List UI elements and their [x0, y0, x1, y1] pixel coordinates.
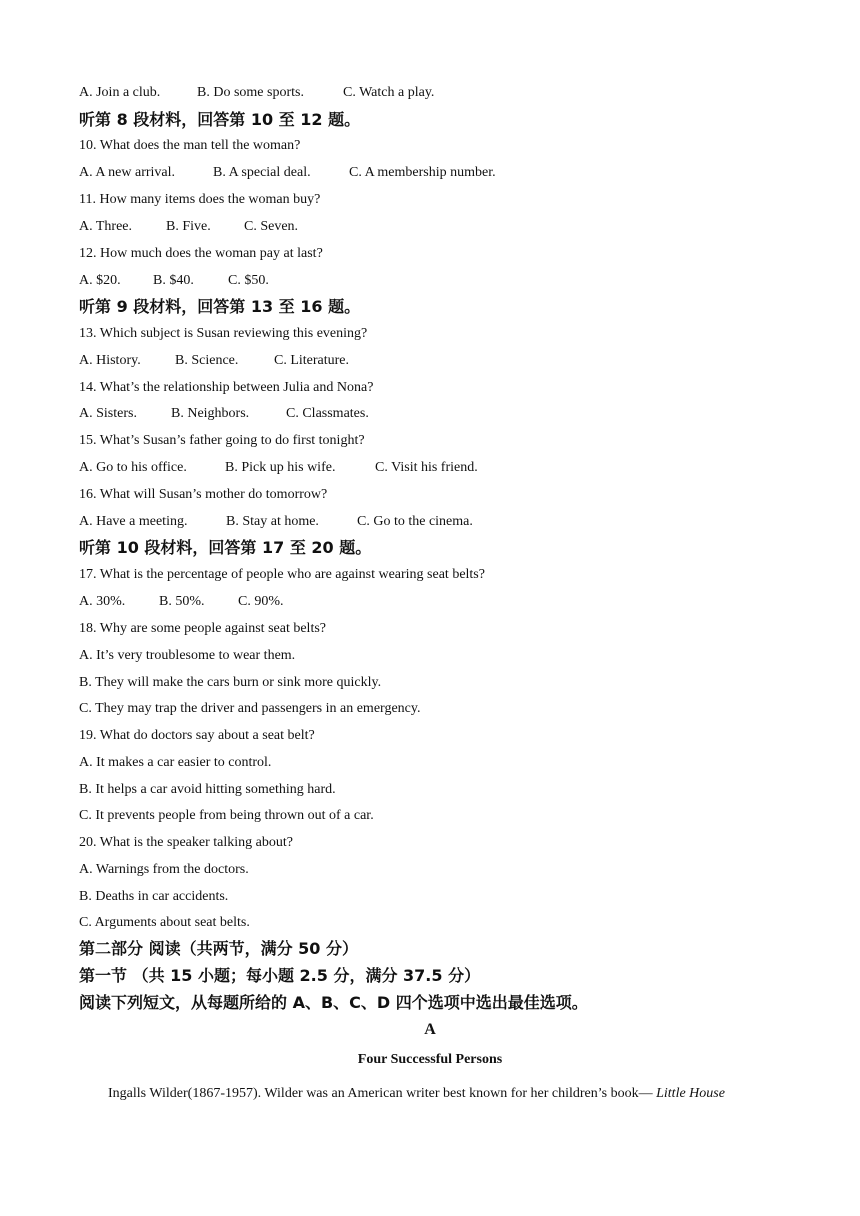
option-b: B. Neighbors.	[171, 406, 250, 421]
question-16: 16. What will Susan’s mother do tomorrow?	[79, 487, 328, 502]
question-20: 20. What is the speaker talking about?	[79, 835, 293, 850]
option-b: B. A special deal.	[213, 165, 311, 180]
option-a: A. Three.	[79, 219, 132, 234]
question-13: 13. Which subject is Susan reviewing this evening?	[79, 326, 368, 341]
section-heading-10: 听第 10 段材料，回答第 17 至 20 题。	[79, 538, 372, 557]
option-a: A. Have a meeting.	[79, 514, 188, 529]
q20-option-b: B. Deaths in car accidents.	[79, 889, 229, 904]
q10-options	[79, 164, 496, 182]
q16-options	[79, 513, 473, 531]
option-b: B. Stay at home.	[226, 514, 319, 529]
option-b: B. Science.	[175, 353, 239, 368]
passage-title: Four Successful Persons	[357, 1052, 503, 1067]
q19-option-b: B. It helps a car avoid hitting something hard.	[79, 782, 336, 797]
q18-option-a: A. It’s very troublesome to wear them.	[79, 648, 296, 663]
q19-option-c: C. It prevents people from being thrown out of a car.	[79, 808, 374, 823]
q9-options	[79, 84, 434, 102]
question-15: 15. What’s Susan’s father going to do first tonight?	[79, 433, 365, 448]
option-c: C. 90%.	[238, 594, 284, 609]
question-12: 12. How much does the woman pay at last?	[79, 246, 323, 261]
question-11: 11. How many items does the woman buy?	[79, 192, 321, 207]
q17-options	[79, 593, 284, 611]
question-18: 18. Why are some people against seat belts?	[79, 621, 326, 636]
option-c: C. Seven.	[244, 219, 299, 234]
q14-options	[79, 405, 369, 423]
question-17: 17. What is the percentage of people who are against wearing seat belts?	[79, 567, 485, 582]
passage-letter: A	[424, 1021, 436, 1038]
option-c: C. Go to the cinema.	[357, 514, 473, 529]
section-heading-9: 听第 9 段材料，回答第 13 至 16 题。	[79, 297, 361, 316]
q15-options	[79, 459, 478, 477]
option-c: C. A membership number.	[349, 165, 496, 180]
passage-text: Ingalls Wilder(1867-1957). Wilder was an American writer best known for her children’s book—	[108, 1086, 657, 1101]
reading-instruction: 阅读下列短文，从每题所给的 A、B、C、D 四个选项中选出最佳选项。	[79, 993, 588, 1012]
q12-options	[79, 272, 269, 290]
book-title: Little House	[656, 1086, 725, 1101]
option-b: B. Pick up his wife.	[225, 460, 336, 475]
question-19: 19. What do doctors say about a seat belt?	[79, 728, 315, 743]
passage-first-line	[108, 1085, 725, 1103]
option-a: A. $20.	[79, 273, 121, 288]
option-c: C. $50.	[228, 273, 269, 288]
q20-option-a: A. Warnings from the doctors.	[79, 862, 249, 877]
section-heading-8: 听第 8 段材料，回答第 10 至 12 题。	[79, 110, 361, 129]
section-one-heading: 第一节 （共 15 小题；每小题 2.5 分，满分 37.5 分）	[79, 966, 481, 985]
q18-option-b: B. They will make the cars burn or sink more quickly.	[79, 675, 382, 690]
part-two-heading: 第二部分 阅读（共两节，满分 50 分）	[79, 939, 358, 958]
option-b: B. Do some sports.	[197, 85, 304, 100]
option-c: C. Classmates.	[286, 406, 369, 421]
q18-option-c: C. They may trap the driver and passengers in an emergency.	[79, 701, 421, 716]
option-a: A. Join a club.	[79, 85, 161, 100]
option-c: C. Literature.	[274, 353, 350, 368]
option-a: A. 30%.	[79, 594, 126, 609]
option-a: A. History.	[79, 353, 141, 368]
option-b: B. $40.	[153, 273, 194, 288]
q11-options	[79, 218, 298, 236]
option-a: A. Go to his office.	[79, 460, 187, 475]
question-14: 14. What’s the relationship between Julia and Nona?	[79, 380, 374, 395]
option-a: A. Sisters.	[79, 406, 137, 421]
q20-option-c: C. Arguments about seat belts.	[79, 915, 250, 930]
option-c: C. Watch a play.	[343, 85, 435, 100]
option-c: C. Visit his friend.	[375, 460, 478, 475]
option-b: B. Five.	[166, 219, 211, 234]
q19-option-a: A. It makes a car easier to control.	[79, 755, 272, 770]
option-b: B. 50%.	[159, 594, 205, 609]
question-10: 10. What does the man tell the woman?	[79, 138, 301, 153]
option-a: A. A new arrival.	[79, 165, 176, 180]
q13-options	[79, 352, 349, 370]
